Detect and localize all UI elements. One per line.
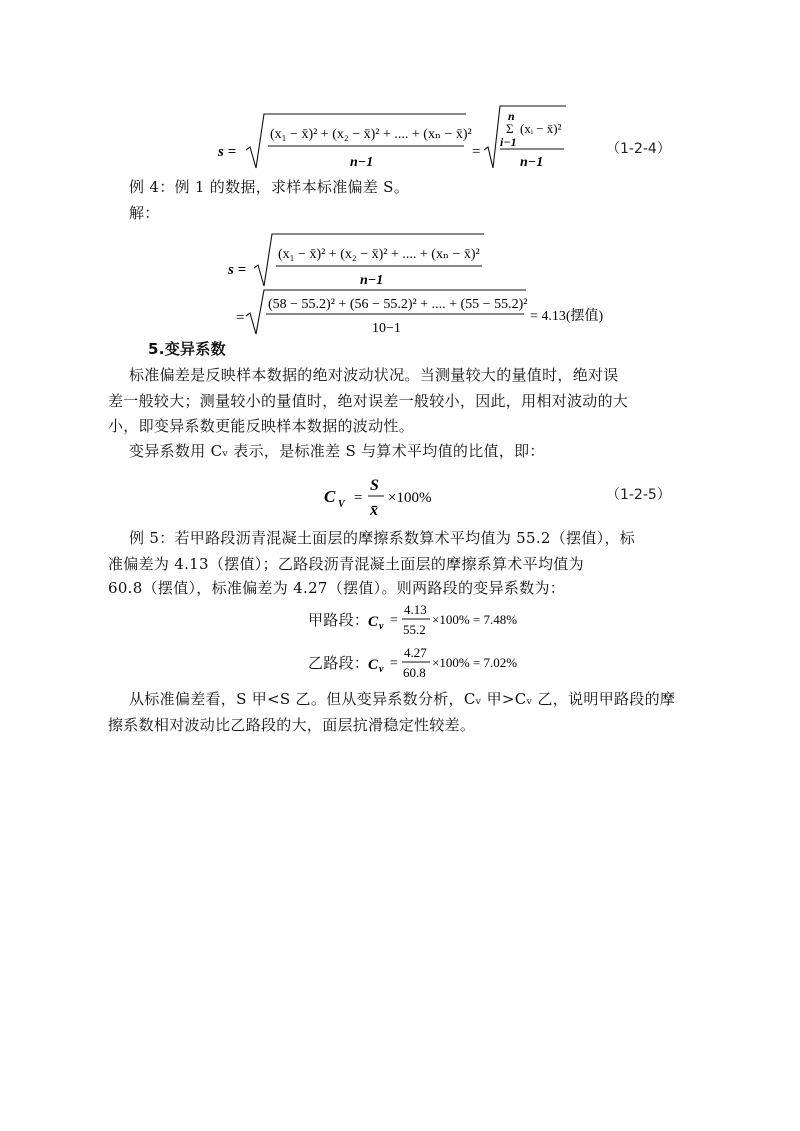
equation-number-1-2-5: （1-2-5）	[606, 487, 671, 503]
yi-numerator: 4.27	[404, 645, 427, 660]
formula-numerator: (x₁ − x̄)² + (x₂ − x̄)² + .... + (xₙ − x̄)²	[270, 127, 472, 142]
calc-yi-label: 乙路段：	[308, 654, 370, 672]
example5-line2: 准偏差为 4.13（摆值）；乙路段沥青混凝土面层的摩擦系算术平均值为	[108, 555, 584, 573]
formula-denominator: n−1	[350, 155, 374, 170]
solution-formula	[222, 226, 642, 338]
section-heading: 5.变异系数	[148, 340, 226, 358]
conclusion-line2: 擦系数相对波动比乙路段的大，面层抗滑稳定性较差。	[108, 716, 476, 734]
conclusion-line1: 从标准偏差看，S 甲<S 乙。但从变异系数分析，Cᵥ 甲>Cᵥ 乙，说明甲路段的摩	[129, 690, 676, 708]
jia-eq: =	[390, 613, 398, 628]
cv-symbol: C	[324, 487, 336, 506]
jia-cv-sub: v	[379, 621, 384, 632]
section5-para1-line1: 标准偏差是反映样本数据的绝对波动状况。当测量较大的量值时，绝对误	[129, 366, 619, 384]
calc-yi	[366, 641, 546, 687]
jia-cv: C	[368, 614, 379, 630]
formula-1-2-5	[320, 470, 470, 526]
cv-numerator: S	[370, 477, 379, 494]
cv-tail: ×100%	[388, 490, 432, 506]
sum-top: n	[508, 109, 515, 123]
equation-number-1-2-4: （1-2-4）	[606, 141, 671, 157]
solution-numerator-2: (58 − 55.2)² + (56 − 55.2)² + .... + (55 − 55.2)²	[268, 297, 528, 312]
jia-tail: ×100% = 7.48%	[432, 612, 518, 627]
yi-cv: C	[368, 657, 379, 673]
cv-subscript: V	[338, 499, 345, 510]
yi-tail: ×100% = 7.02%	[432, 655, 518, 670]
formula-eq: =	[472, 144, 481, 160]
cv-denominator: x̄	[370, 502, 378, 519]
example4-question: 例 4：例 1 的数据，求样本标准偏差 S。	[129, 178, 410, 196]
formula-lhs: s =	[218, 144, 237, 160]
sum-bottom: i−1	[500, 135, 517, 149]
sum-symbol: Σ	[506, 121, 514, 136]
jia-denominator: 55.2	[403, 622, 426, 637]
solution-eq: =	[236, 310, 245, 326]
solution-numerator-1: (x₁ − x̄)² + (x₂ − x̄)² + .... + (xₙ − x̄)²	[278, 247, 480, 262]
formula-1-2-4	[210, 100, 580, 178]
section5-para1-line2: 差一般较大；测量较小的量值时，绝对误差一般较小，因此，用相对波动的大	[108, 392, 629, 410]
yi-eq: =	[390, 656, 398, 671]
yi-denominator: 60.8	[403, 665, 426, 680]
sum-term: (xᵢ − x̄)²	[520, 121, 562, 136]
section5-para2: 变异系数用 Cᵥ 表示，是标准差 S 与算术平均值的比值，即：	[129, 442, 545, 460]
jia-numerator: 4.13	[404, 602, 427, 617]
calc-jia-label: 甲路段：	[308, 611, 370, 629]
cv-eq: =	[354, 490, 363, 506]
section5-para1-line3: 小，即变异系数更能反映样本数据的波动性。	[108, 417, 415, 435]
solution-denominator-2: 10−1	[372, 321, 401, 336]
example4-solution-label: 解：	[129, 204, 160, 222]
example5-line1: 例 5：若甲路段沥青混凝土面层的摩擦系数算术平均值为 55.2（摆值），标	[129, 529, 636, 547]
sum-denominator: n−1	[520, 155, 544, 170]
solution-denominator-1: n−1	[360, 273, 384, 288]
solution-lhs: s =	[228, 262, 247, 278]
calc-jia	[366, 598, 546, 644]
yi-cv-sub: v	[379, 664, 384, 675]
example5-line3: 60.8（摆值），标准偏差为 4.27（摆值）。则两路段的变异系数为：	[108, 579, 566, 597]
solution-result: = 4.13(摆值)	[530, 309, 604, 324]
